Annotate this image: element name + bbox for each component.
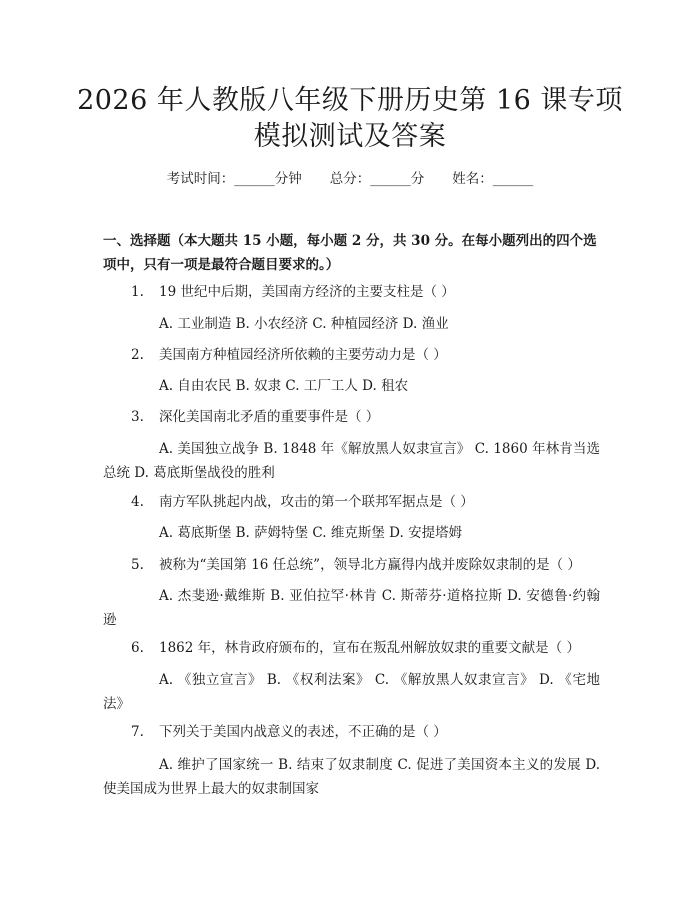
question-5-options: A. 杰斐逊·戴维斯 B. 亚伯拉罕·林肯 C. 斯蒂芬·道格拉斯 D. 安德鲁·约翰逊 — [103, 588, 600, 628]
question-text: 美国南方种植园经济所依赖的主要劳动力是（ ） — [159, 347, 447, 363]
question-number: 2. — [131, 347, 144, 363]
document-title-line-2: 模拟测试及答案 — [253, 121, 447, 152]
question-number: 1. — [131, 284, 144, 300]
question-3-options: A. 美国独立战争 B. 1848 年《解放黑人奴隶宣言》 C. 1860 年林肯当选总统 D. 葛底斯堡战役的胜利 — [103, 441, 600, 481]
question-text: 1862 年，林肯政府颁布的，宣布在叛乱州解放奴隶的重要文献是（ ） — [159, 640, 580, 656]
question-2-options: A. 自由农民 B. 奴隶 C. 工厂工人 D. 租农 — [159, 378, 409, 394]
question-1-options: A. 工业制造 B. 小农经济 C. 种植园经济 D. 渔业 — [159, 316, 449, 332]
question-number: 7. — [131, 724, 144, 740]
question-text: 被称为“美国第 16 任总统”，领导北方赢得内战并废除奴隶制的是（ ） — [159, 557, 581, 573]
exam-info — [0, 170, 700, 188]
question-4-stem — [131, 492, 611, 512]
question-number: 5. — [131, 557, 144, 573]
question-text: 下列关于美国内战意义的表述，不正确的是（ ） — [159, 724, 447, 740]
question-7-stem — [131, 722, 611, 742]
question-7-options: A. 维护了国家统一 B. 结束了奴隶制度 C. 促进了美国资本主义的发展 D. 使美国成为世界上最大的奴隶制国家 — [103, 757, 600, 797]
question-6-options: A. 《独立宣言》 B. 《权利法案》 C. 《解放黑人奴隶宣言》 D. 《宅地法》 — [103, 672, 600, 712]
question-text: 深化美国南北矛盾的重要事件是（ ） — [159, 409, 380, 425]
question-text: 19 世纪中后期，美国南方经济的主要支柱是（ ） — [159, 284, 455, 300]
question-6-stem — [131, 638, 611, 658]
question-number: 4. — [131, 494, 144, 510]
question-2-stem — [131, 345, 611, 365]
document-title-line-1: 2026 年人教版八年级下册历史第 16 课专项 — [77, 85, 623, 116]
question-3-stem — [131, 407, 611, 427]
question-1-stem — [131, 282, 611, 302]
total-score-field: 总分：______分 — [329, 171, 425, 187]
question-4-options: A. 葛底斯堡 B. 萨姆特堡 C. 维克斯堡 D. 安提塔姆 — [159, 525, 463, 541]
question-number: 3. — [131, 409, 144, 425]
section-header: 一、选择题（本大题共 15 小题，每小题 2 分，共 30 分。在每小题列出的四个选项中，只有一项是最符合题目要求的。） — [103, 233, 597, 273]
question-number: 6. — [131, 640, 144, 656]
question-text: 南方军队挑起内战，攻击的第一个联邦军据点是（ ） — [159, 494, 474, 510]
student-name-field: 姓名：______ — [452, 171, 534, 187]
question-5-stem — [131, 555, 611, 575]
exam-time-field: 考试时间：______分钟 — [166, 171, 302, 187]
